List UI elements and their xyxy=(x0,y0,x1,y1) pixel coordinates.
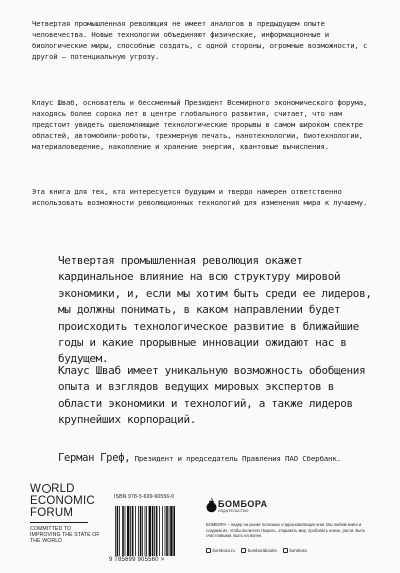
social-label: bomborabooks xyxy=(247,548,277,553)
social-item-site xyxy=(206,548,235,553)
globe-icon xyxy=(42,484,51,493)
social-links xyxy=(206,548,381,553)
wef-logo-letters: RLD xyxy=(51,483,75,495)
social-label: bombora.ru xyxy=(212,548,235,553)
vk-icon xyxy=(283,548,288,553)
attribution-name: Герман Греф, xyxy=(58,452,131,464)
wef-divider xyxy=(30,522,88,523)
bombora-logo xyxy=(206,497,268,517)
social-label: bombora xyxy=(289,548,307,553)
wef-logo-line-3: FORUM xyxy=(30,507,74,519)
testimonial-quote-2: Клаус Шваб имеет уникальную возможность обобщения опыта и взглядов ведущих мировых экспертов в области экономики и технологий, а также лидеров крупнейших корпораций. xyxy=(58,364,366,427)
isbn-text: ISBN 978-5-699-90556-0 xyxy=(114,494,175,500)
wef-logo-line-1 xyxy=(30,483,100,495)
description-paragraph-2: Клаус Шваб, основатель и бессменный Президент Всемирного экономического форума, находясь более сорока лет в центре глобального развития, считает, что нам предстоит увидеть ошеломляющие технологические прорывы в самом широком спектре областей, автомобили-роботы, трехмерную печать, нанотехнологии, биотехнологии, материаловедение, накопление и хранение энергии, квантовые вычисления. xyxy=(32,98,368,151)
attribution-role: Президент и председатель Правления ПАО Сбербанк. xyxy=(130,454,341,463)
instagram-icon xyxy=(241,548,246,553)
social-item-instagram xyxy=(241,548,277,553)
world-economic-forum-logo xyxy=(30,483,100,545)
wef-logo-line-2: ECONOMIC xyxy=(30,495,95,507)
barcode-icon xyxy=(114,506,196,556)
wef-logo-letter: W xyxy=(30,483,42,495)
testimonial-quote-1: Четвертая промышленная революция окажет кардинальное влияние на всю структуру мировой экономики, и, если мы хотим быть среди ее лидеров, мы должны понимать, в каком направлении будет происходить технологическое развитие в ближайшие годы и какие прорывные инновации ожидают нас в будущем. xyxy=(58,254,372,366)
bombora-subtitle: ИЗДАТЕЛЬСТВО xyxy=(218,509,249,513)
barcode-digits: 9 785699 905560 > xyxy=(109,557,165,563)
globe-icon xyxy=(206,548,211,553)
bomb-icon xyxy=(206,497,217,513)
quote-attribution xyxy=(58,452,388,464)
publisher-description: БОМБОРА – лидер на рынке полезных и вдохновляющих книг. Мы любим книги и создаем их, чтобы вы могли творить, открывать мир, пробовать новое, расти. Быть счастливыми. Быть на волне. xyxy=(206,522,366,539)
wef-tagline: COMMITTED TO IMPROVING THE STATE OF THE WORLD xyxy=(30,526,100,545)
description-paragraph-3: Эта книга для тех, кто интересуется будущим и твердо намерен ответственно использовать возможности революционных технологий для изменения мира к лучшему. xyxy=(32,187,368,207)
barcode-block xyxy=(109,494,198,563)
social-item-vk xyxy=(283,548,307,553)
bombora-name: БОМБОРА xyxy=(218,499,268,509)
description-paragraph-1: Четвертая промышленная революция не имеет аналогов в предыдущем опыте человечества. Новые технологии объединяют физические, информационные и биологические миры, способные создать, с одной стороны, огромные возможности, с другой – потенциальную угрозу. xyxy=(32,19,368,61)
